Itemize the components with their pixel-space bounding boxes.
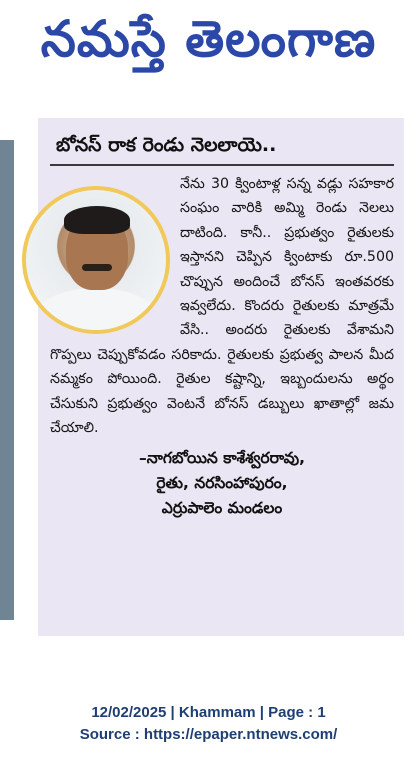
portrait-shirt — [34, 288, 158, 334]
article-signature — [50, 446, 394, 521]
portrait-moustache — [82, 264, 112, 271]
masthead-title: నమస్తే తెలంగాణ — [40, 10, 377, 68]
signature-name: –నాగబోయిన కాశేశ్వరరావు, — [138, 449, 306, 468]
article-headline: బోనస్ రాక రెండు నెలలాయె.. — [56, 134, 277, 156]
masthead — [0, 0, 417, 78]
signature-role: రైతు, నరసింహాపురం, — [156, 474, 288, 493]
page-edge-strip — [0, 140, 14, 620]
article-body: నేను 30 క్వింటాళ్ల సన్న వడ్లు సహకార సంఘం వారికి అమ్మి రెండు నెలలు దాటింది. కానీ.. ప్రభుత్వం రైతులకు ఇస్తానని చెప్పిన క్వింటాకు రూ.500 చొప్పున అందించే బోనస్ ఇంతవరకు ఇవ్వలేదు. కొందరు రైతులకు మాత్రమే వేసి.. అందరు రైతులకు వేశామని గొప్పలు చెప్పుకోవడం సరికాదు. రైతులకు ప్రభుత్వ పాలన మీద నమ్మకం పోయింది. రైతుల కష్టాన్ని, ఇబ్బందులను అర్థం చేసుకుని ప్రభుత్వం వెంటనే బోనస్ డబ్బులు ఖాతాల్లో జమ చేయాలి. — [50, 176, 394, 437]
footer-date-edition: 12/02/2025 | Khammam | Page : 1 — [91, 704, 326, 721]
article-clipping — [38, 118, 404, 636]
signature-place: ఎర్రుపాలెం మండలం — [161, 499, 283, 518]
page-edge-dot — [2, 625, 6, 629]
source-footer — [0, 702, 417, 746]
headline-divider — [50, 164, 394, 166]
footer-source-link[interactable]: Source : https://epaper.ntnews.com/ — [79, 726, 338, 743]
portrait-hair — [64, 206, 130, 234]
farmer-portrait-photo — [22, 186, 170, 334]
